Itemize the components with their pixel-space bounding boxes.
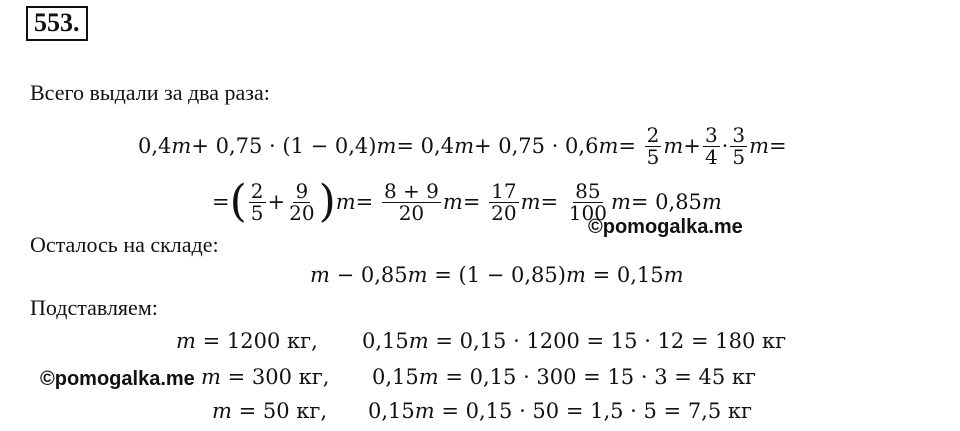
fraction: $\frac{2}{5}$ bbox=[646, 122, 660, 169]
intro-text: Всего выдали за два раза: bbox=[30, 80, 270, 105]
equation-remaining: m − 0,85m = (1 − 0,85)m = 0,15m bbox=[310, 263, 684, 287]
watermark: ©pomogalka.me bbox=[40, 368, 195, 390]
fraction: $\frac{3}{4}$ bbox=[704, 122, 718, 169]
substitution-row: m = 50 кг, bbox=[212, 399, 328, 423]
fraction: $\frac{3}{5}$ bbox=[732, 122, 746, 169]
problem-number: 553. bbox=[26, 6, 88, 41]
remaining-label: Осталось на складе: bbox=[30, 232, 219, 257]
substitution-row: m = 300 кг, bbox=[201, 365, 330, 389]
fraction: $\frac{17}{20}$ bbox=[491, 178, 517, 225]
fraction: $\frac{2}{5}$ bbox=[250, 178, 264, 225]
substitute-label: Подставляем: bbox=[30, 295, 158, 320]
equation-simplify: = ( $\frac{2}{5}$ + $\frac{9}{20}$ ) m = $\frac{8 + 9}{20}$ m = $\frac{17}{20}$ m = $\frac{85}{100}$ m = 0,85 m bbox=[212, 176, 722, 227]
substitution-result: 0,15m = 0,15 · 1200 = 15 · 12 = 180 кг bbox=[362, 329, 787, 353]
substitution-result: 0,15m = 0,15 · 300 = 15 · 3 = 45 кг bbox=[372, 365, 757, 389]
fraction: $\frac{85}{100}$ bbox=[568, 178, 607, 225]
substitution-result: 0,15m = 0,15 · 50 = 1,5 · 5 = 7,5 кг bbox=[368, 399, 753, 423]
fraction: $\frac{8 + 9}{20}$ bbox=[383, 178, 439, 225]
equation-total: 0,4 m + 0,75 · (1 − 0,4) m = 0,4 m + 0,75 · 0,6 m = $\frac{2}{5}$ m + $\frac{3}{4}$ · $\frac{3}{5}$ m = bbox=[138, 122, 787, 169]
fraction: $\frac{9}{20}$ bbox=[289, 178, 315, 225]
substitution-row: m = 1200 кг, bbox=[176, 329, 318, 353]
watermark: ©pomogalka.me bbox=[588, 216, 743, 238]
